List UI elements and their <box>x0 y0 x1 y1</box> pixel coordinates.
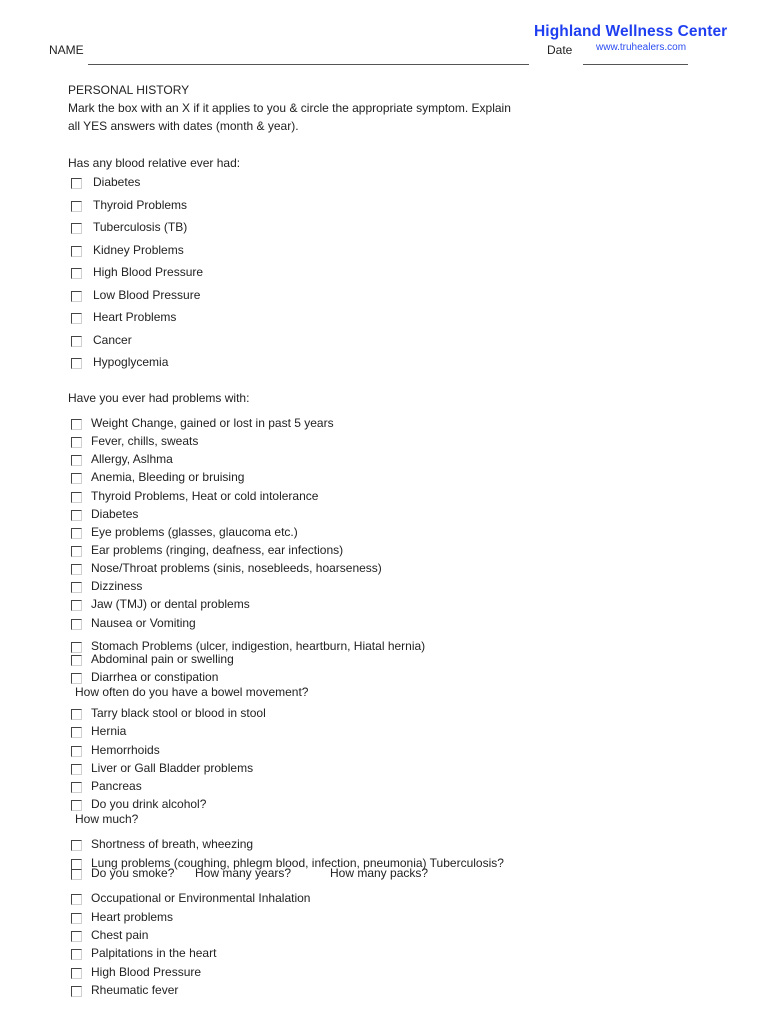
checklist-item-label: Tarry black stool or blood in stool <box>91 706 266 720</box>
checklist-item-label: Anemia, Bleeding or bruising <box>91 470 245 484</box>
checkbox[interactable] <box>71 582 82 593</box>
checkbox[interactable] <box>71 291 82 302</box>
checkbox[interactable] <box>71 913 82 924</box>
checklist-item-label: Dizziness <box>91 579 143 593</box>
checkbox[interactable] <box>71 642 82 653</box>
checklist-item-label: Lung problems (coughing, phlegm blood, infection, pneumonia) Tuberculosis? <box>91 856 504 870</box>
checkbox[interactable] <box>71 437 82 448</box>
checklist-item-label: Liver or Gall Bladder problems <box>91 761 254 775</box>
checkbox[interactable] <box>71 546 82 557</box>
checkbox[interactable] <box>71 564 82 575</box>
checklist-item-label: Pancreas <box>91 779 142 793</box>
checkbox[interactable] <box>71 600 82 611</box>
checkbox[interactable] <box>71 473 82 484</box>
checkbox[interactable] <box>71 709 82 720</box>
checklist-item-label: Diabetes <box>93 175 141 189</box>
smoke-packs-label: How many packs? <box>330 866 429 880</box>
checklist-item-label: Allergy, Aslhma <box>91 452 173 466</box>
checklist-item-label: Jaw (TMJ) or dental problems <box>91 597 250 611</box>
name-label: NAME <box>49 43 84 57</box>
checklist-item-label: Diabetes <box>91 507 139 521</box>
checklist-item-label: High Blood Pressure <box>93 265 204 279</box>
checklist-item-label: Hernia <box>91 724 127 738</box>
checklist-item-label: Hypoglycemia <box>93 355 169 369</box>
checkbox[interactable] <box>71 840 82 851</box>
checklist-item-label: Shortness of breath, wheezing <box>91 837 254 851</box>
checklist-item-label: Heart Problems <box>93 310 177 324</box>
checklist-item-label: Weight Change, gained or lost in past 5 years <box>91 416 334 430</box>
checklist-item-label: Ear problems (ringing, deafness, ear infections) <box>91 543 344 557</box>
checklist-item-label: Do you drink alcohol? <box>91 797 207 811</box>
checkbox[interactable] <box>71 986 82 997</box>
checkbox[interactable] <box>71 201 82 212</box>
checklist-item-label: Stomach Problems (ulcer, indigestion, heartburn, Hiatal hernia) <box>91 639 426 653</box>
checkbox[interactable] <box>71 313 82 324</box>
checklist-item-label: Cancer <box>93 333 132 347</box>
checkbox[interactable] <box>71 223 82 234</box>
checkbox[interactable] <box>71 746 82 757</box>
checkbox[interactable] <box>71 178 82 189</box>
checkbox[interactable] <box>71 455 82 466</box>
checklist-item-label: Thyroid Problems, Heat or cold intolerance <box>91 489 319 503</box>
checkbox[interactable] <box>71 949 82 960</box>
instructions-line-2: all YES answers with dates (month & year). <box>68 119 299 133</box>
checkbox[interactable] <box>71 510 82 521</box>
name-field[interactable] <box>88 64 529 65</box>
checkbox[interactable] <box>71 931 82 942</box>
checklist-item-label: Palpitations in the heart <box>91 946 217 960</box>
checklist-item-label: Fever, chills, sweats <box>91 434 199 448</box>
checkbox[interactable] <box>71 419 82 430</box>
checkbox[interactable] <box>71 246 82 257</box>
checklist-item-label: Chest pain <box>91 928 149 942</box>
clinic-name: Highland Wellness Center <box>534 23 728 40</box>
checkbox[interactable] <box>71 268 82 279</box>
checkbox[interactable] <box>71 727 82 738</box>
checklist-item-label: Heart problems <box>91 910 174 924</box>
checklist-item-label: Eye problems (glasses, glaucoma etc.) <box>91 525 298 539</box>
checklist-item-label: High Blood Pressure <box>91 965 202 979</box>
checklist-item-label: Nausea or Vomiting <box>91 616 196 630</box>
checklist-item-label: Tuberculosis (TB) <box>93 220 188 234</box>
smoke-checkbox[interactable] <box>71 869 82 880</box>
checklist-item-label: Rheumatic fever <box>91 983 179 997</box>
relatives-heading: Has any blood relative ever had: <box>68 156 241 170</box>
bowel-question: How often do you have a bowel movement? <box>75 685 309 699</box>
date-field[interactable] <box>583 64 688 65</box>
smoke-label: Do you smoke? <box>91 866 175 880</box>
clinic-url[interactable]: www.truhealers.com <box>596 42 687 53</box>
smoke-years-label: How many years? <box>195 866 292 880</box>
checkbox[interactable] <box>71 492 82 503</box>
section-title: PERSONAL HISTORY <box>68 83 190 97</box>
alcohol-question: How much? <box>75 812 139 826</box>
checkbox[interactable] <box>71 358 82 369</box>
checkbox[interactable] <box>71 782 82 793</box>
checklist-item-label: Nose/Throat problems (sinis, nosebleeds, hoarseness) <box>91 561 382 575</box>
checkbox[interactable] <box>71 968 82 979</box>
date-label: Date <box>547 43 573 57</box>
checklist-item-label: Hemorrhoids <box>91 743 160 757</box>
checklist-item-label: Thyroid Problems <box>93 198 188 212</box>
checkbox[interactable] <box>71 336 82 347</box>
checklist-item-label: Diarrhea or constipation <box>91 670 219 684</box>
checklist-item-label: Low Blood Pressure <box>93 288 201 302</box>
checkbox[interactable] <box>71 764 82 775</box>
checkbox[interactable] <box>71 655 82 666</box>
problems-heading: Have you ever had problems with: <box>68 391 250 405</box>
checkbox[interactable] <box>71 528 82 539</box>
checklist-item-label: Occupational or Environmental Inhalation <box>91 891 311 905</box>
checkbox[interactable] <box>71 894 82 905</box>
checklist-item-label: Kidney Problems <box>93 243 184 257</box>
checklist-item-label: Abdominal pain or swelling <box>91 652 234 666</box>
checkbox[interactable] <box>71 619 82 630</box>
instructions-line-1: Mark the box with an X if it applies to you & circle the appropriate symptom. Explain <box>68 101 511 115</box>
